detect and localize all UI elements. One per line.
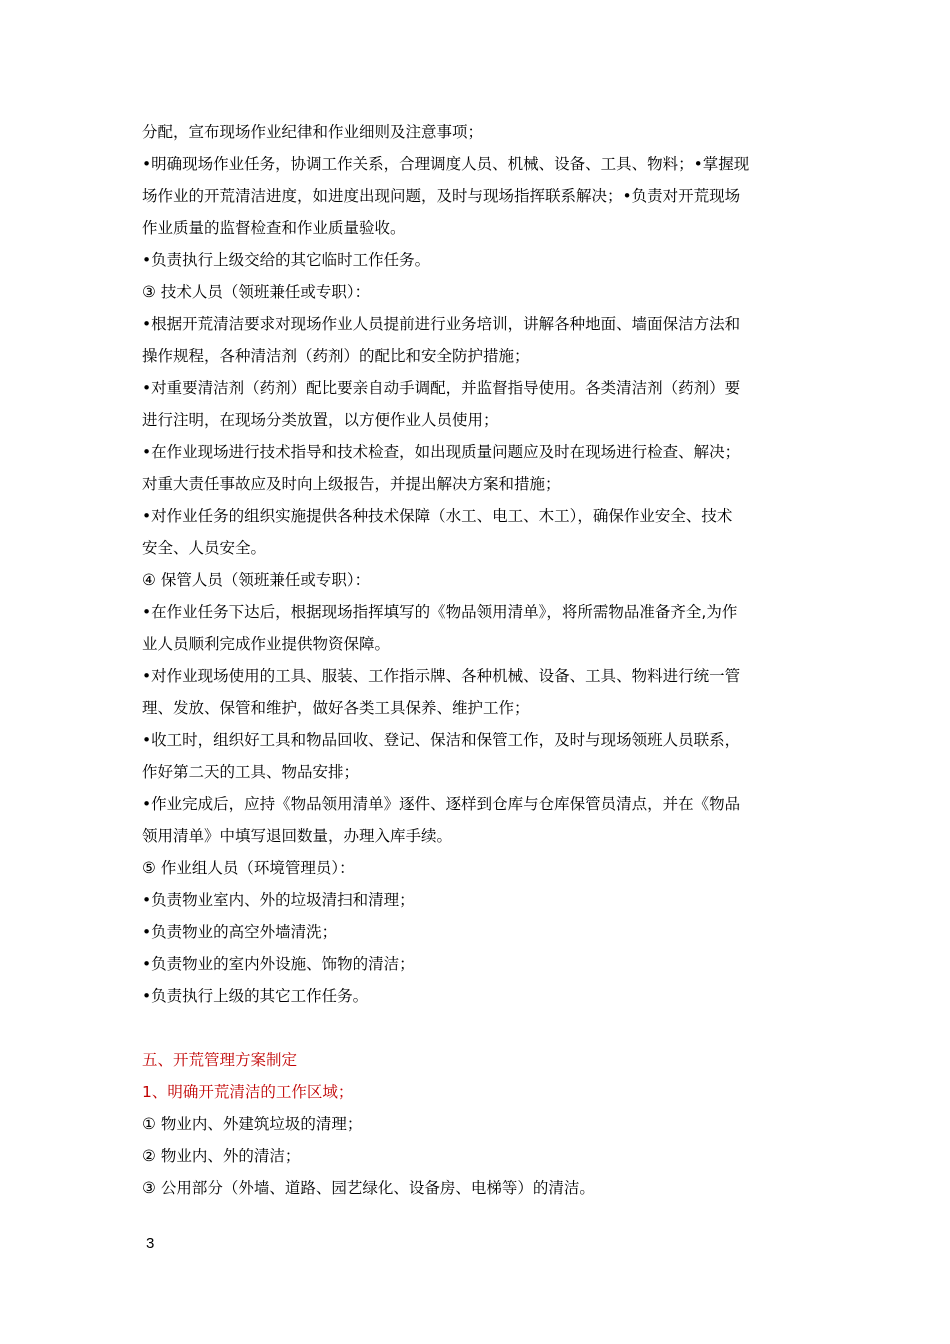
- text-line: 安全、人员安全。: [142, 539, 267, 557]
- text-line: 场作业的开荒清洁进度，如进度出现问题，及时与现场指挥联系解决；•负责对开荒现场: [142, 187, 741, 205]
- text-line: •明确现场作业任务，协调工作关系，合理调度人员、机械、设备、工具、物料；•掌握现: [142, 155, 750, 173]
- text-line: •对作业现场使用的工具、服装、工作指示牌、各种机械、设备、工具、物料进行统一管: [142, 667, 741, 685]
- text-line: 领用清单》中填写退回数量，办理入库手续。: [142, 827, 453, 845]
- text-line: 对重大责任事故应及时向上级报告，并提出解决方案和措施；: [142, 475, 561, 493]
- text-line: •根据开荒清洁要求对现场作业人员提前进行业务培训，讲解各种地面、墙面保洁方法和: [142, 315, 741, 333]
- text-line: •收工时，组织好工具和物品回收、登记、保洁和保管工作，及时与现场领班人员联系，: [142, 731, 741, 749]
- text-line: •负责执行上级的其它工作任务。: [142, 987, 369, 1005]
- text-line: 理、发放、保管和维护，做好各类工具保养、维护工作；: [142, 699, 530, 717]
- text-line: •在作业任务下达后，根据现场指挥填写的《物品领用清单》，将所需物品准备齐全,为作: [142, 603, 738, 621]
- text-line: •对重要清洁剂（药剂）配比要亲自动手调配，并监督指导使用。各类清洁剂（药剂）要: [142, 379, 741, 397]
- text-line: 分配，宣布现场作业纪律和作业细则及注意事项；: [142, 123, 484, 141]
- text-line: 进行注明，在现场分类放置，以方便作业人员使用；: [142, 411, 499, 429]
- text-line: •负责物业的室内外设施、饰物的清洁；: [142, 955, 415, 973]
- text-line: •负责执行上级交给的其它临时工作任务。: [142, 251, 431, 269]
- page-number: 3: [146, 1235, 155, 1252]
- section-subtitle: 1、明确开荒清洁的工作区域；: [142, 1083, 354, 1101]
- list-item: ② 物业内、外的清洁；: [142, 1147, 301, 1165]
- text-line: 业人员顺利完成作业提供物资保障。: [142, 635, 391, 653]
- section-title: 五、开荒管理方案制定: [142, 1051, 298, 1069]
- role-heading-work-team: ⑤ 作业组人员（环境管理员）：: [142, 859, 355, 877]
- page-body: [142, 116, 802, 1204]
- text-line: •负责物业室内、外的垃圾清扫和清理；: [142, 891, 415, 909]
- text-line: •作业完成后，应持《物品领用清单》逐件、逐样到仓库与仓库保管员清点，并在《物品: [142, 795, 741, 813]
- text-line: 操作规程，各种清洁剂（药剂）的配比和安全防护措施；: [142, 347, 530, 365]
- section-spacer: [142, 1012, 802, 1044]
- text-line: 作好第二天的工具、物品安排；: [142, 763, 360, 781]
- role-heading-storekeeper: ④ 保管人员（领班兼任或专职）：: [142, 571, 371, 589]
- role-heading-technical: ③ 技术人员（领班兼任或专职）：: [142, 283, 371, 301]
- text-line: •负责物业的高空外墙清洗；: [142, 923, 338, 941]
- text-line: •在作业现场进行技术指导和技术检查，如出现质量问题应及时在现场进行检查、解决；: [142, 443, 741, 461]
- text-line: 作业质量的监督检查和作业质量验收。: [142, 219, 406, 237]
- list-item: ③ 公用部分（外墙、道路、园艺绿化、设备房、电梯等）的清洁。: [142, 1179, 595, 1197]
- text-line: •对作业任务的组织实施提供各种技术保障（水工、电工、木工），确保作业安全、技术: [142, 507, 733, 525]
- list-item: ① 物业内、外建筑垃圾的清理；: [142, 1115, 363, 1133]
